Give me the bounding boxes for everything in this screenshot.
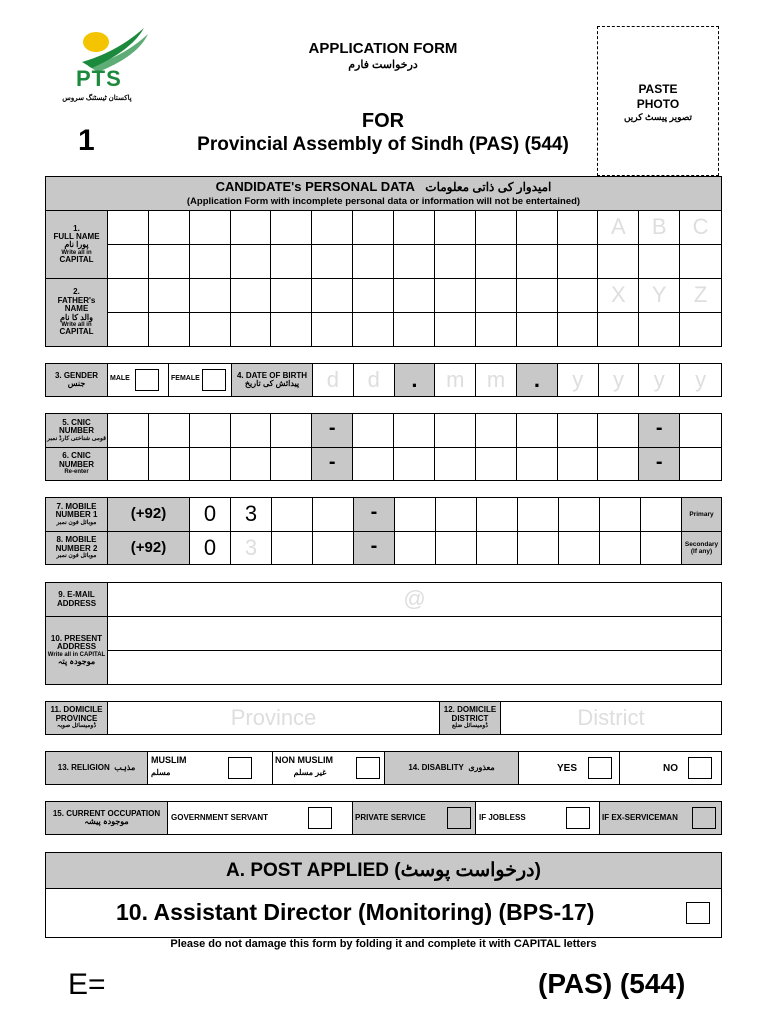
address-line-2[interactable] — [108, 651, 721, 684]
dob-label — [231, 364, 313, 396]
disability-urdu: معذوری — [468, 762, 495, 772]
name-letter-cell[interactable] — [394, 211, 435, 245]
disability-text: 14. DISABLITY — [408, 762, 464, 772]
mobile-digit-cell[interactable] — [313, 532, 354, 564]
post-applied-header: A. POST APPLIED (درخواست پوسٹ) — [46, 853, 721, 889]
cnic-digit-cell[interactable] — [108, 414, 149, 448]
domicile-row — [45, 701, 722, 735]
dash-text: - — [655, 417, 663, 439]
non-muslim-urdu: غیر مسلم — [293, 768, 327, 777]
province-urdu: ڈومیسائل صوبہ — [56, 723, 97, 730]
dash-text: - — [655, 451, 663, 473]
mobile-digit-cell[interactable] — [477, 498, 518, 532]
cnic-digit-cell[interactable] — [598, 414, 639, 448]
name-letter-cell[interactable] — [598, 279, 639, 313]
domicile-district-input[interactable] — [501, 702, 721, 734]
dash-text: - — [370, 535, 378, 557]
dob-digit-cell[interactable] — [354, 364, 395, 396]
name-letter-cell[interactable] — [476, 211, 517, 245]
mobile-digit-cell[interactable] — [190, 498, 231, 532]
name-letter-cell[interactable] — [639, 245, 680, 279]
country-code: (+92) — [130, 505, 167, 522]
mobile-digit-cell[interactable] — [600, 532, 641, 564]
name-letter-cell[interactable] — [108, 211, 149, 245]
address-label — [46, 617, 108, 684]
post-checkbox[interactable] — [686, 902, 710, 924]
name-letter-cell[interactable] — [476, 279, 517, 313]
name-letter-cell[interactable] — [517, 245, 558, 279]
dash-text: - — [370, 501, 378, 523]
cnic-dash — [639, 448, 680, 480]
dob-hint: y — [572, 367, 584, 392]
dob-hint: y — [653, 367, 665, 392]
letter-hint: B — [651, 214, 667, 239]
dob-separator — [395, 364, 436, 396]
name-letter-cell[interactable] — [517, 279, 558, 313]
gender-female-checkbox[interactable] — [202, 369, 226, 391]
address-line-1[interactable] — [108, 617, 721, 651]
personal-data-section — [45, 176, 722, 347]
mobile-digit-cell[interactable] — [395, 532, 436, 564]
district-text-2: DISTRICT — [451, 713, 489, 723]
mobile-digit-cell[interactable] — [231, 532, 272, 564]
name-letter-cell[interactable] — [558, 313, 599, 346]
gender-male-checkbox[interactable] — [135, 369, 159, 391]
cnic-text-1: 5. CNIC — [62, 417, 91, 427]
country-code-cell — [108, 498, 190, 532]
mobile-digit: 3 — [244, 535, 258, 560]
mobile2-text-1: 8. MOBILE — [56, 535, 97, 545]
father-name-text-1: FATHER's — [57, 295, 96, 305]
cnic-digit-cell[interactable] — [231, 448, 272, 480]
district-hint: District — [577, 705, 645, 730]
name-letter-cell[interactable] — [435, 211, 476, 245]
mobile-digit: 3 — [244, 501, 258, 526]
name-letter-cell[interactable] — [394, 313, 435, 346]
address-text-2: ADDRESS — [56, 642, 97, 652]
occupation-text: 15. CURRENT OCCUPATION — [52, 808, 161, 818]
muslim-checkbox[interactable] — [228, 757, 252, 779]
logo-urdu: پاکستان ٹیسٹنگ سروس — [62, 95, 132, 102]
name-letter-cell[interactable] — [271, 211, 312, 245]
cnic-digit-cell[interactable] — [271, 414, 312, 448]
letter-hint: Y — [651, 282, 667, 307]
muslim-urdu: مسلم — [151, 768, 171, 777]
occupation-label — [46, 802, 168, 834]
father-name-label — [46, 279, 108, 346]
cnic-re-text-2: NUMBER — [58, 459, 95, 469]
cnic-digit-cell[interactable] — [190, 414, 231, 448]
mobile-dash — [354, 498, 395, 532]
form-title-urdu: درخواست فارم — [348, 59, 418, 71]
dob-hint: m — [446, 367, 465, 392]
cnic-re-sub: Re-enter — [64, 469, 89, 476]
mobile-digit-cell[interactable] — [477, 532, 518, 564]
name-letter-cell[interactable] — [312, 313, 353, 346]
for-label: FOR — [361, 110, 405, 132]
dob-hint: . — [411, 367, 418, 392]
religion-urdu: مذہب — [114, 762, 136, 772]
form-subtitle: Provincial Assembly of Sindh (PAS) (544) — [197, 134, 569, 155]
name-letter-cell[interactable] — [680, 245, 721, 279]
name-letter-cell[interactable] — [598, 211, 639, 245]
personal-heading-urdu: امیدوار کی ذاتی معلومات — [425, 180, 552, 194]
religion-disability-row — [45, 751, 722, 785]
cnic-digit-cell[interactable] — [435, 414, 476, 448]
cnic-digit-cell[interactable] — [517, 448, 558, 480]
dob-hint: m — [486, 367, 506, 392]
name-letter-cell[interactable] — [639, 313, 680, 346]
mobile-digit-cell[interactable] — [559, 498, 600, 532]
letter-hint: X — [610, 282, 626, 307]
full-name-text: FULL NAME — [53, 231, 100, 241]
dob-hint: y — [612, 367, 624, 392]
father-name-text-2: NAME — [64, 304, 89, 314]
footer-left-code: E= — [68, 968, 106, 1001]
mobile-grid[interactable] — [108, 498, 721, 564]
letter-hint: C — [692, 214, 709, 239]
cnic-digit-cell[interactable] — [517, 414, 558, 448]
disability-no-label: NO — [663, 763, 678, 774]
gender-label — [46, 364, 108, 396]
logo-text: PTS — [76, 66, 122, 91]
mobile-digit-cell[interactable] — [272, 532, 313, 564]
name-letter-cell[interactable] — [271, 279, 312, 313]
muslim-label: MUSLIM — [151, 755, 187, 765]
name-letter-cell[interactable] — [680, 313, 721, 346]
name-letter-cell[interactable] — [271, 245, 312, 279]
mobile1-label — [46, 498, 108, 532]
personal-heading-row — [46, 179, 721, 194]
mobile-digit-cell[interactable] — [559, 532, 600, 564]
cnic-reenter-label — [46, 448, 108, 480]
cnic-dash — [312, 448, 353, 480]
name-letter-cell[interactable] — [558, 211, 599, 245]
name-letter-cell[interactable] — [190, 313, 231, 346]
dob-digit-cell[interactable] — [639, 364, 680, 396]
mobile1-text-1: 7. MOBILE — [56, 501, 97, 511]
footer-note: Please do not damage this form by folding it and complete it with CAPITAL letters — [170, 938, 597, 950]
dash-text: - — [328, 417, 336, 439]
photo-label-2: PHOTO — [636, 97, 680, 111]
address-urdu: موجودہ پتہ — [57, 656, 96, 666]
district-text-1: 12. DOMICILE — [443, 705, 497, 715]
mobile-digit-cell[interactable] — [641, 498, 682, 532]
mobile-type-tag — [682, 532, 721, 564]
name-letter-cell[interactable] — [353, 279, 394, 313]
name-letter-cell[interactable] — [394, 245, 435, 279]
name-letter-cell[interactable] — [680, 211, 721, 245]
name-grid[interactable] — [108, 211, 721, 346]
name-letter-cell[interactable] — [149, 245, 190, 279]
non-muslim-checkbox[interactable] — [356, 757, 380, 779]
post-applied-section — [45, 852, 722, 938]
cnic-label — [46, 414, 108, 448]
cnic-digit-cell[interactable] — [190, 448, 231, 480]
jobless-checkbox[interactable] — [566, 807, 590, 829]
domicile-province-input[interactable] — [108, 702, 439, 734]
dob-text: 4. DATE OF BIRTH — [236, 370, 308, 380]
name-letter-cell[interactable] — [435, 313, 476, 346]
name-letter-cell[interactable] — [312, 245, 353, 279]
cnic-digit-cell[interactable] — [231, 414, 272, 448]
name-letter-cell[interactable] — [394, 279, 435, 313]
cnic-digit-cell[interactable] — [394, 414, 435, 448]
mobile-type-tag — [682, 498, 721, 532]
father-name-num: 2. — [73, 287, 80, 297]
mobile-section — [45, 497, 722, 565]
cnic-digit-cell[interactable] — [598, 448, 639, 480]
cnic-urdu: قومی شناختی کارڈ نمبر — [47, 435, 106, 442]
cnic-digit-cell[interactable] — [558, 448, 599, 480]
email-hint: @ — [403, 586, 426, 611]
name-letter-cell[interactable] — [231, 313, 272, 346]
name-letter-cell[interactable] — [558, 279, 599, 313]
personal-data-header — [46, 177, 721, 211]
occupation-row — [45, 801, 722, 835]
name-letter-cell[interactable] — [190, 279, 231, 313]
gender-text: 3. GENDER — [54, 370, 99, 380]
footer-right-code: (PAS) (544) — [538, 968, 686, 999]
name-letter-cell[interactable] — [476, 313, 517, 346]
full-name-urdu: پورا نام — [64, 240, 89, 250]
name-letter-cell[interactable] — [149, 313, 190, 346]
cnic-digit-cell[interactable] — [476, 414, 517, 448]
mobile-dash — [354, 532, 395, 564]
cnic-digit-cell[interactable] — [149, 414, 190, 448]
disability-yes-checkbox[interactable] — [588, 757, 612, 779]
name-letter-cell[interactable] — [108, 313, 149, 346]
photo-label-1: PASTE — [638, 82, 678, 96]
occupation-urdu: موجودہ پیشہ — [84, 817, 129, 826]
cnic-digit-cell[interactable] — [394, 448, 435, 480]
dob-hint: d — [367, 367, 380, 392]
cnic-digit-cell[interactable] — [476, 448, 517, 480]
letter-hint: A — [610, 214, 626, 239]
gender-dob-row — [45, 363, 722, 397]
mobile-digit-cell[interactable] — [600, 498, 641, 532]
domicile-province-label — [46, 702, 108, 734]
full-name-sub: Write all in — [61, 249, 92, 256]
private-service-label: PRIVATE SERVICE — [355, 813, 426, 822]
mobile-digit-cell[interactable] — [518, 532, 559, 564]
gov-servant-label: GOVERNMENT SERVANT — [171, 813, 269, 822]
name-letter-cell[interactable] — [639, 211, 680, 245]
name-letter-cell[interactable] — [231, 245, 272, 279]
mobile-type-text: (If any) — [690, 548, 713, 555]
cnic-digit-cell[interactable] — [435, 448, 476, 480]
dob-urdu: پیدائش کی تاریخ — [244, 379, 300, 388]
name-letter-cell[interactable] — [149, 211, 190, 245]
mobile-type-text: Primary — [689, 511, 714, 518]
cnic-section — [45, 413, 722, 481]
mobile-digit-cell[interactable] — [436, 532, 477, 564]
religion-label — [46, 752, 148, 784]
name-letter-cell[interactable] — [680, 279, 721, 313]
cnic-digit-cell[interactable] — [680, 448, 721, 480]
name-letter-cell[interactable] — [108, 279, 149, 313]
mobile2-urdu: موبائل فون نمبر — [56, 553, 97, 560]
disability-yes-label: YES — [557, 763, 578, 774]
name-letter-cell[interactable] — [639, 279, 680, 313]
letter-hint: Z — [693, 282, 708, 307]
jobless-label: IF JOBLESS — [479, 813, 526, 822]
name-letter-cell[interactable] — [149, 279, 190, 313]
mobile-digit-cell[interactable] — [190, 532, 231, 564]
mobile-digit-cell[interactable] — [518, 498, 559, 532]
cnic-digit-cell[interactable] — [108, 448, 149, 480]
mobile-digit: 0 — [203, 535, 217, 560]
ex-serviceman-checkbox[interactable] — [692, 807, 716, 829]
cnic-digit-cell[interactable] — [353, 448, 394, 480]
cnic-digit-cell[interactable] — [149, 448, 190, 480]
cnic-digit-cell[interactable] — [680, 414, 721, 448]
mobile-digit-cell[interactable] — [313, 498, 354, 532]
name-letter-cell[interactable] — [190, 245, 231, 279]
form-title: APPLICATION FORM — [308, 40, 458, 57]
name-letter-cell[interactable] — [271, 313, 312, 346]
dob-separator — [517, 364, 558, 396]
dob-digit-cell[interactable] — [599, 364, 640, 396]
name-letter-cell[interactable] — [312, 279, 353, 313]
cnic-text-2: NUMBER — [58, 426, 95, 436]
province-hint: Province — [230, 705, 317, 730]
father-name-sub: Write all in — [61, 321, 92, 328]
cnic-digit-cell[interactable] — [558, 414, 599, 448]
dob-hint: d — [326, 367, 340, 392]
address-text-1: 10. PRESENT — [50, 633, 103, 643]
cnic-dash — [312, 414, 353, 448]
email-text-1: 9. E-MAIL — [58, 590, 95, 600]
gender-female-label: FEMALE — [171, 375, 200, 382]
personal-note: (Application Form with incomplete personal data or information will not be entertained) — [186, 196, 581, 207]
mobile2-label — [46, 532, 108, 564]
photo-urdu: تصویر پیسٹ کریں — [623, 112, 693, 122]
cnic-digit-cell[interactable] — [353, 414, 394, 448]
cnic-re-text-1: 6. CNIC — [62, 451, 91, 461]
name-letter-cell[interactable] — [108, 245, 149, 279]
mobile-digit-cell[interactable] — [436, 498, 477, 532]
dob-hint: y — [695, 367, 707, 392]
dob-grid[interactable] — [313, 364, 721, 396]
father-name-cap: CAPITAL — [59, 327, 94, 337]
country-code-cell — [108, 532, 190, 564]
ex-serviceman-label: IF EX-SERVICEMAN — [602, 813, 678, 822]
district-urdu: ڈومیسائل ضلع — [452, 723, 488, 730]
name-letter-cell[interactable] — [558, 245, 599, 279]
mobile-digit-cell[interactable] — [641, 532, 682, 564]
dob-digit-cell[interactable] — [680, 364, 721, 396]
dob-hint: . — [533, 367, 540, 392]
name-letter-cell[interactable] — [598, 245, 639, 279]
name-letter-cell[interactable] — [231, 211, 272, 245]
cnic-dash — [639, 414, 680, 448]
mobile1-urdu: موبائل فون نمبر — [56, 519, 97, 526]
full-name-label — [46, 211, 108, 279]
email-input[interactable] — [108, 583, 721, 617]
email-address-section — [45, 582, 722, 685]
name-letter-cell[interactable] — [435, 245, 476, 279]
post-title: 10. Assistant Director (Monitoring) (BPS-17) — [116, 899, 595, 925]
name-letter-cell[interactable] — [190, 211, 231, 245]
cnic-digit-cell[interactable] — [271, 448, 312, 480]
mobile-type-text: Secondary — [684, 541, 719, 548]
father-name-urdu: والد کا نام — [59, 312, 94, 322]
cnic-grid[interactable] — [108, 414, 721, 480]
gender-male-label: MALE — [110, 375, 130, 382]
pts-logo — [62, 22, 162, 110]
mobile-digit-cell[interactable] — [395, 498, 436, 532]
disability-no-checkbox[interactable] — [688, 757, 712, 779]
province-text-2: PROVINCE — [55, 713, 98, 723]
name-letter-cell[interactable] — [435, 279, 476, 313]
email-label — [46, 583, 108, 617]
gender-urdu: جنس — [67, 379, 86, 388]
disability-label — [384, 752, 519, 784]
name-letter-cell[interactable] — [598, 313, 639, 346]
private-service-cell — [352, 802, 476, 834]
dob-digit-cell[interactable] — [435, 364, 476, 396]
dash-text: - — [328, 451, 336, 473]
mobile-digit-cell[interactable] — [272, 498, 313, 532]
full-name-num: 1. — [73, 223, 80, 233]
dob-digit-cell[interactable] — [476, 364, 517, 396]
full-name-cap: CAPITAL — [59, 255, 94, 265]
province-text-1: 11. DOMICILE — [50, 705, 103, 715]
name-letter-cell[interactable] — [312, 211, 353, 245]
dob-digit-cell[interactable] — [313, 364, 354, 396]
address-sub: Write all in CAPITAL — [47, 651, 106, 658]
mobile1-text-2: NUMBER 1 — [55, 510, 98, 520]
domicile-district-label — [439, 702, 501, 734]
name-letter-cell[interactable] — [353, 245, 394, 279]
personal-heading: CANDIDATE's PERSONAL DATA — [215, 179, 415, 194]
mobile2-text-2: NUMBER 2 — [55, 543, 98, 553]
country-code: (+92) — [130, 539, 167, 556]
dob-digit-cell[interactable] — [558, 364, 599, 396]
name-letter-cell[interactable] — [353, 211, 394, 245]
ex-serviceman-cell — [599, 802, 721, 834]
private-service-checkbox[interactable] — [447, 807, 471, 829]
gov-servant-checkbox[interactable] — [308, 807, 332, 829]
religion-text: 13. RELIGION — [57, 762, 110, 772]
email-text-2: ADDRESS — [56, 598, 97, 608]
non-muslim-label: NON MUSLIM — [275, 755, 333, 765]
name-letter-cell[interactable] — [517, 211, 558, 245]
name-letter-cell[interactable] — [353, 313, 394, 346]
mobile-digit-cell[interactable] — [231, 498, 272, 532]
photo-box[interactable] — [597, 26, 719, 176]
name-letter-cell[interactable] — [517, 313, 558, 346]
page-number: 1 — [78, 124, 95, 157]
mobile-digit: 0 — [203, 501, 217, 526]
name-letter-cell[interactable] — [476, 245, 517, 279]
name-letter-cell[interactable] — [231, 279, 272, 313]
